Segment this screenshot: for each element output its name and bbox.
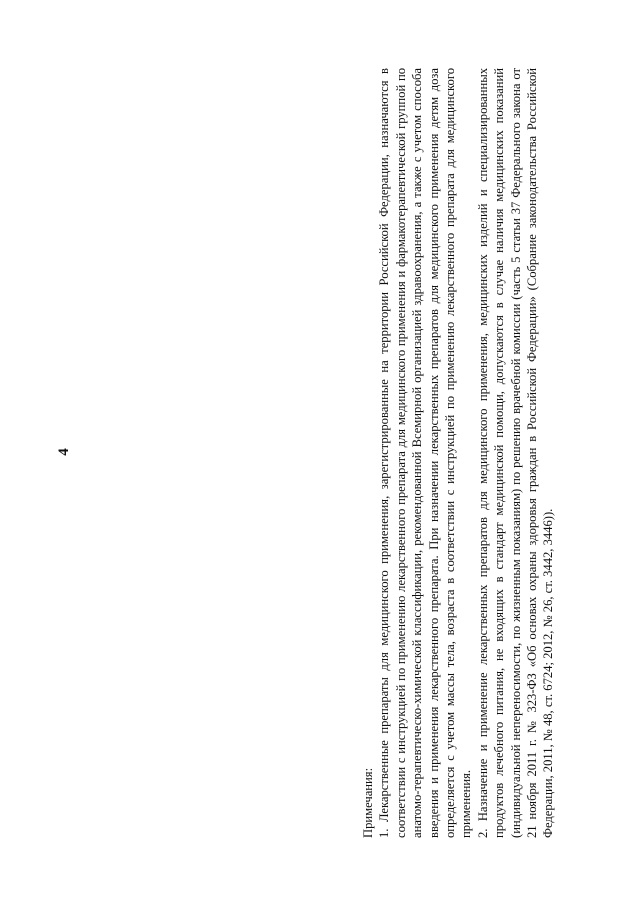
rotated-content — [50, 52, 590, 852]
note-item-2: 2. Назначение и применение лекарственных препаратов для медицинского применения, медицинских изделий и специализированных продуктов лечебного питания, не входящих в стандарт медицинской помощи, допускаются в случае наличия медицинских показаний (индивидуальной непереносимости, по жизненным показаниям) по решению врачебной комиссии (часть 5 статьи 37 Федерального закона от 21 ноября 2011 г. № 323-ФЗ «Об основах охраны здоровья граждан в Российской Федерации» (Собрание законодательства Российской Федерации, 2011, № 48, ст. 6724; 2012, № 26, ст. 3442, 3446)). — [475, 68, 556, 838]
page-number: 4 — [56, 448, 72, 456]
notes-section — [360, 68, 557, 838]
note-item-1: 1. Лекарственные препараты для медицинского применения, зарегистрированные на территории Российской Федерации, назначаются в соответствии с инструкцией по применению лекарственного препарата для медицинского применения и фармакотерапевтической группой по анатомо-терапевтическо-химической классификации, рекомендованной Всемирной организацией здравоохранения, а также с учетом способа введения и применения лекарственного препарата. При назначении лекарственных препаратов для медицинского применения детям доза определяется с учетом массы тела, возраста в соответствии с инструкцией по применению лекарственного препарата для медицинского применения. — [377, 68, 474, 838]
notes-title: Примечания: — [361, 767, 375, 838]
